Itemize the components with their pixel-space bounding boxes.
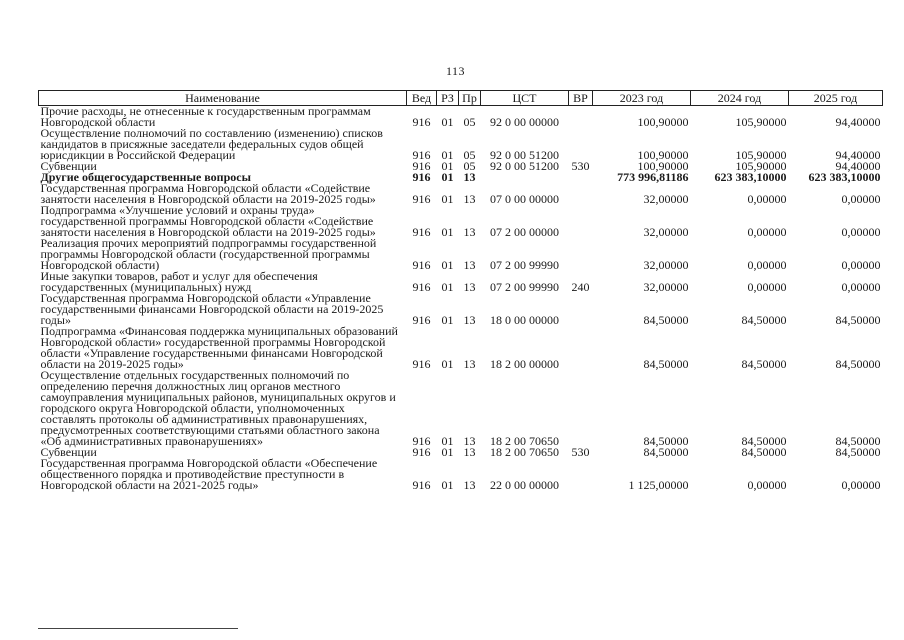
row-amount-2024: 84,50000: [741, 357, 787, 371]
row-amount-2023: 100,90000: [637, 115, 689, 129]
header-2023: 2023 год: [593, 91, 691, 106]
row-rz: 01: [441, 280, 454, 294]
row-amount-2024: 105,90000: [735, 115, 787, 129]
table-row: [39, 128, 883, 161]
row-cst: 07 2 00 00000: [490, 225, 559, 239]
row-vr: [569, 172, 593, 183]
row-rz: 01: [441, 159, 454, 173]
row-cst: 22 0 00 00000: [490, 478, 559, 492]
row-vr: [569, 183, 593, 205]
row-vr: [569, 293, 593, 326]
row-pr: 13: [463, 192, 476, 206]
row-amount-2023: 1 125,00000: [628, 478, 689, 492]
table-row: [39, 458, 883, 491]
row-ved: 916: [412, 225, 431, 239]
row-rz: 01: [441, 313, 454, 327]
row-name: Прочие расходы, не отнесенные к государственным программам Новгородской области: [40, 104, 371, 129]
row-name: Реализация прочих мероприятий подпрограммы государственной программы Новгородской области (государственной программы Новгородской области): [40, 236, 377, 272]
row-amount-2023: 84,50000: [643, 357, 689, 371]
row-cst: 92 0 00 51200: [490, 159, 559, 173]
row-vr: 530: [571, 159, 590, 173]
row-amount-2025: 0,00000: [841, 478, 881, 492]
row-amount-2024: 84,50000: [741, 445, 787, 459]
row-amount-2024: 0,00000: [747, 478, 787, 492]
row-cst: 07 2 00 99990: [490, 280, 559, 294]
row-pr: 13: [463, 434, 476, 448]
row-name: Государственная программа Новгородской области «Управление государственными финансами Новгородской области на 2019-2025 годы»: [40, 291, 384, 327]
row-ved: 916: [412, 159, 431, 173]
row-amount-2024: 84,50000: [741, 313, 787, 327]
row-vr: 240: [571, 280, 590, 294]
table-row: [39, 238, 883, 271]
row-vr: [569, 458, 593, 491]
row-amount-2023: 84,50000: [643, 434, 689, 448]
row-vr: 530: [571, 445, 590, 459]
row-ved: 916: [412, 148, 431, 162]
row-amount-2023: 84,50000: [643, 313, 689, 327]
row-cst: 18 2 00 70650: [490, 434, 559, 448]
row-pr: 13: [463, 478, 476, 492]
row-pr: 13: [463, 258, 476, 272]
table-row: [39, 293, 883, 326]
row-amount-2025: 623 383,10000: [808, 170, 881, 184]
row-rz: 01: [441, 192, 454, 206]
row-amount-2024: 105,90000: [735, 148, 787, 162]
row-ved: 916: [412, 258, 431, 272]
row-amount-2023: 32,00000: [643, 192, 689, 206]
row-cst: 18 0 00 00000: [490, 313, 559, 327]
header-cst: ЦСТ: [481, 91, 569, 106]
row-amount-2025: 0,00000: [841, 280, 881, 294]
row-pr: 05: [463, 115, 476, 129]
row-amount-2025: 84,50000: [835, 445, 881, 459]
row-pr: 13: [463, 445, 476, 459]
page-number: 113: [446, 64, 466, 78]
row-amount-2025: 94,40000: [835, 148, 881, 162]
header-ved: Вед: [407, 91, 437, 106]
header-name: Наименование: [39, 91, 407, 106]
row-ved: 916: [412, 170, 431, 184]
row-amount-2025: 84,50000: [835, 313, 881, 327]
row-name: Государственная программа Новгородской области «Содействие занятости населения в Новгородской области на 2019-2025 годы»: [40, 181, 376, 206]
row-amount-2025: 84,50000: [835, 357, 881, 371]
row-rz: 01: [441, 478, 454, 492]
row-cst: 92 0 00 00000: [490, 115, 559, 129]
row-ved: 916: [412, 115, 431, 129]
header-pr: Пр: [459, 91, 481, 106]
row-pr: 05: [463, 159, 476, 173]
row-rz: 01: [441, 258, 454, 272]
row-cst: 07 0 00 00000: [490, 192, 559, 206]
row-vr: [569, 326, 593, 370]
row-rz: 01: [441, 225, 454, 239]
row-amount-2025: 0,00000: [841, 225, 881, 239]
table-row: [39, 370, 883, 447]
row-cst: 18 2 00 70650: [490, 445, 559, 459]
row-amount-2025: 94,40000: [835, 115, 881, 129]
row-ved: 916: [412, 357, 431, 371]
row-amount-2025: 94,40000: [835, 159, 881, 173]
row-ved: 916: [412, 313, 431, 327]
row-vr: [569, 238, 593, 271]
row-amount-2025: 0,00000: [841, 258, 881, 272]
row-ved: 916: [412, 478, 431, 492]
row-rz: 01: [441, 434, 454, 448]
row-amount-2023: 32,00000: [643, 225, 689, 239]
header-2025: 2025 год: [789, 91, 883, 106]
row-amount-2024: 0,00000: [747, 258, 787, 272]
row-name: Подпрограмма «Улучшение условий и охраны труда» государственной программы Новгородской области «Содействие занятости населения в Новгородской области на 2019-2025 годы»: [40, 203, 376, 239]
row-amount-2024: 0,00000: [747, 280, 787, 294]
row-cst: 92 0 00 51200: [490, 148, 559, 162]
row-amount-2024: 0,00000: [747, 225, 787, 239]
row-rz: 01: [441, 148, 454, 162]
row-amount-2023: 100,90000: [637, 159, 689, 173]
row-name: Подпрограмма «Финансовая поддержка муниципальных образований Новгородской области» государственной программы Новгородской области «Управление государственными финансами Новгородской области на 2019-2025 годы»: [40, 324, 398, 371]
row-pr: 13: [463, 170, 476, 184]
row-amount-2024: 0,00000: [747, 192, 787, 206]
row-amount-2023: 100,90000: [637, 148, 689, 162]
row-vr: [569, 106, 593, 129]
table-row: [39, 106, 883, 129]
row-name: Субвенции: [40, 159, 97, 173]
header-2024: 2024 год: [691, 91, 789, 106]
table-body: [39, 106, 883, 492]
row-rz: 01: [441, 115, 454, 129]
row-amount-2025: 84,50000: [835, 434, 881, 448]
row-amount-2023: 32,00000: [643, 280, 689, 294]
header-vr: ВР: [569, 91, 593, 106]
row-vr: [569, 128, 593, 161]
row-rz: 01: [441, 170, 454, 184]
table-row: [39, 205, 883, 238]
header-rz: РЗ: [437, 91, 459, 106]
row-pr: 13: [463, 280, 476, 294]
row-amount-2024: 623 383,10000: [714, 170, 787, 184]
row-vr: [569, 205, 593, 238]
row-name: Иные закупки товаров, работ и услуг для обеспечения государственных (муниципальных) нужд: [40, 269, 318, 294]
row-cst: 18 2 00 00000: [490, 357, 559, 371]
row-amount-2023: 84,50000: [643, 445, 689, 459]
row-rz: 01: [441, 445, 454, 459]
row-name: Государственная программа Новгородской области «Обеспечение общественного порядка и противодействие преступности в Новгородской области на 2021-2025 годы»: [40, 456, 378, 492]
row-amount-2024: 105,90000: [735, 159, 787, 173]
row-ved: 916: [412, 192, 431, 206]
row-amount-2023: 773 996,81186: [617, 170, 689, 184]
row-cst: [481, 172, 569, 183]
row-name: Другие общегосударственные вопросы: [40, 170, 251, 184]
table-row: [39, 271, 883, 293]
row-pr: 05: [463, 148, 476, 162]
footer-rule: [38, 628, 238, 629]
row-pr: 13: [463, 357, 476, 371]
row-pr: 13: [463, 313, 476, 327]
row-name: Осуществление полномочий по составлению (изменению) списков кандидатов в присяжные заседатели федеральных судов общей юрисдикции в Российской Федерации: [40, 126, 383, 162]
row-name: Осуществление отдельных государственных полномочий по определению перечня должностных лиц органов местного самоуправления муниципальных районов, муниципальных округов и городского округа Новгородской области, уполномоченных составлять протоколы об административных правонарушениях, предусмотренных соответствующими статьями областного закона «Об административных правонарушениях»: [40, 368, 396, 448]
row-ved: 916: [412, 434, 431, 448]
row-pr: 13: [463, 225, 476, 239]
row-amount-2024: 84,50000: [741, 434, 787, 448]
row-ved: 916: [412, 445, 431, 459]
table-row: [39, 183, 883, 205]
row-amount-2025: 0,00000: [841, 192, 881, 206]
row-name: Субвенции: [40, 445, 97, 459]
row-vr: [569, 370, 593, 447]
row-ved: 916: [412, 280, 431, 294]
row-cst: 07 2 00 99990: [490, 258, 559, 272]
row-rz: 01: [441, 357, 454, 371]
budget-table: [38, 90, 883, 491]
table-row: [39, 326, 883, 370]
row-amount-2023: 32,00000: [643, 258, 689, 272]
